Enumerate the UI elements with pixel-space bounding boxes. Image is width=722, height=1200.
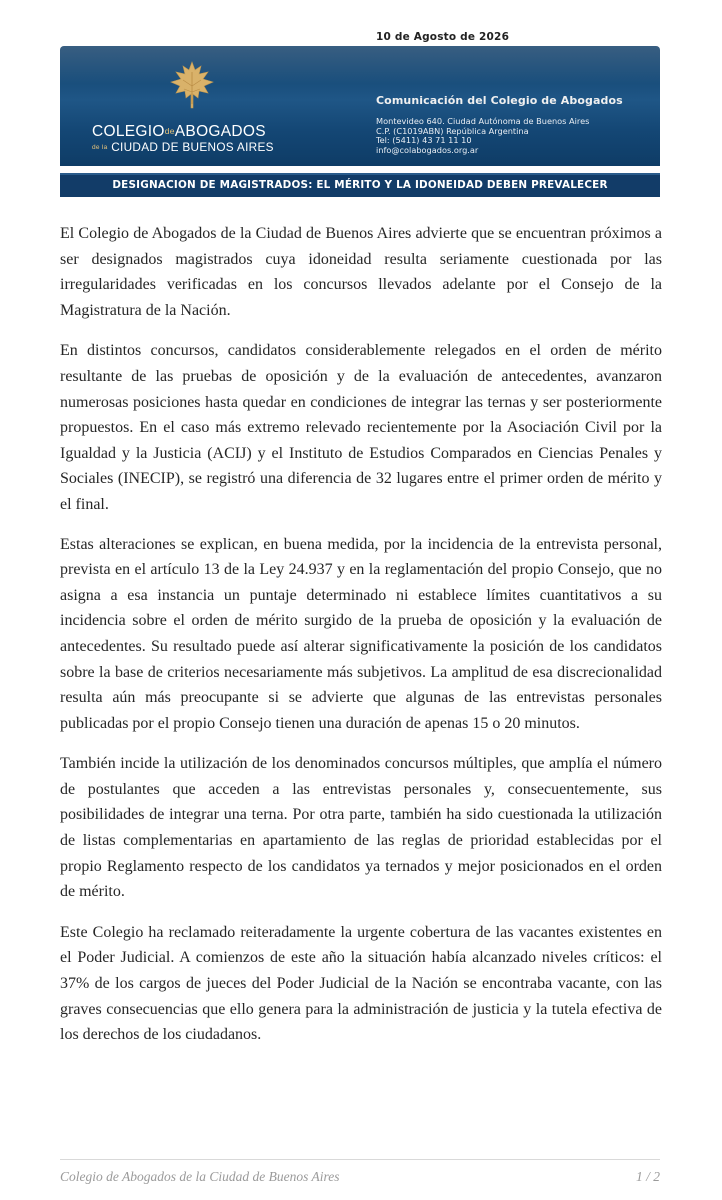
page-number: 1 / 2 bbox=[635, 1169, 660, 1184]
address-phone: Tel: (5411) 43 71 11 10 bbox=[376, 135, 472, 146]
colegio-logo-wordmark bbox=[92, 124, 274, 153]
document-date: 10 de Agosto de 2026 bbox=[376, 31, 510, 43]
body-paragraph-5: Este Colegio ha reclamado reiteradamente la urgente cobertura de las vacantes existentes en el Poder Judicial. A comienzos de este año la situación había alcanzado niveles críticos: el 37% de los cargos de jueces del Poder Judicial de la Nación se encontraba vacante, con las graves consecuencias que ello genera para la administración de justicia y la tutela efectiva de los derechos de los ciudadanos. bbox=[60, 923, 662, 1044]
leaf-logo-icon bbox=[168, 60, 216, 112]
document-title: DESIGNACION DE MAGISTRADOS: EL MÉRITO Y LA IDONEIDAD DEBEN PREVALECER bbox=[60, 173, 660, 197]
body-paragraph-2: En distintos concursos, candidatos considerablemente relegados en el orden de mérito resultante de las pruebas de oposición y de la evaluación de antecedentes, avanzaron numerosas posiciones hasta quedar en condiciones de integrar las ternas y ser posteriormente propuestos. En el caso más extremo relevado recientemente por la Asociación Civil por la Igualdad y la Justicia (ACIJ) y el Instituto de Estudios Comparados en Ciencias Penales y Sociales (INECIP), se registró una diferencia de 32 lugares entre el primer orden de mérito y el final. bbox=[60, 342, 662, 513]
address-street: Montevideo 640. Ciudad Autónoma de Buenos Aires bbox=[376, 116, 590, 126]
banner-sheen bbox=[60, 46, 660, 84]
logo-word-abogados: ABOGADOS bbox=[174, 123, 266, 140]
logo-word-de-la: de la bbox=[92, 143, 108, 151]
footer-divider bbox=[60, 1159, 660, 1160]
footer-organization: Colegio de Abogados de la Ciudad de Buenos Aires bbox=[60, 1169, 340, 1184]
document-body bbox=[60, 221, 662, 1063]
logo-word-colegio: COLEGIO bbox=[92, 123, 165, 140]
body-paragraph-3: Estas alteraciones se explican, en buena medida, por la incidencia de la entrevista personal, prevista en el artículo 13 de la Ley 24.937 y en la reglamentación del propio Consejo, que no asigna a esa instancia un puntaje determinado ni establece límites cuantitativos a su incidencia sobre el orden de mérito surgido de la prueba de oposición y la evaluación de antecedentes. Su resultado puede así alterar significativamente la posición de los candidatos sobre la base de criterios necesariamente más subjetivos. La amplitud de esa discrecionalidad resulta aún más preocupante si se advierte que algunas de las entrevistas personales publicadas por el propio Consejo tienen una duración de apenas 15 o 20 minutos. bbox=[60, 535, 662, 732]
communication-title: Comunicación del Colegio de Abogados bbox=[376, 94, 623, 107]
logo-word-ciudad: CIUDAD DE BUENOS AIRES bbox=[111, 139, 274, 154]
body-paragraph-4: También incide la utilización de los denominados concursos múltiples, que amplía el número de postulantes que acceden a las entrevistas personales y, consecuentemente, sus posibilidades de integrar una terna. Por otra parte, también ha sido cuestionada la utilización de listas complementarias en apartamiento de las reglas de prioridad establecidas por el propio Reglamento respecto de los candidatos ya ternados y mejor posicionados en el orden de mérito. bbox=[60, 755, 662, 901]
logo-line-1 bbox=[92, 124, 274, 140]
logo-word-de: de bbox=[164, 126, 175, 136]
header-banner bbox=[60, 46, 660, 166]
address-postal: C.P. (C1019ABN) República Argentina bbox=[376, 125, 529, 136]
address-email[interactable]: info@colabogados.org.ar bbox=[376, 144, 479, 155]
logo-line-2 bbox=[92, 139, 274, 154]
body-paragraph-1: El Colegio de Abogados de la Ciudad de Buenos Aires advierte que se encuentran próximos a ser designados magistrados cuya idoneidad resulta seriamente cuestionada por las irregularidades verificadas en los concursos llevados adelante por el Consejo de la Magistratura de la Nación. bbox=[60, 225, 662, 319]
communication-block bbox=[376, 94, 623, 155]
contact-address bbox=[376, 117, 623, 155]
